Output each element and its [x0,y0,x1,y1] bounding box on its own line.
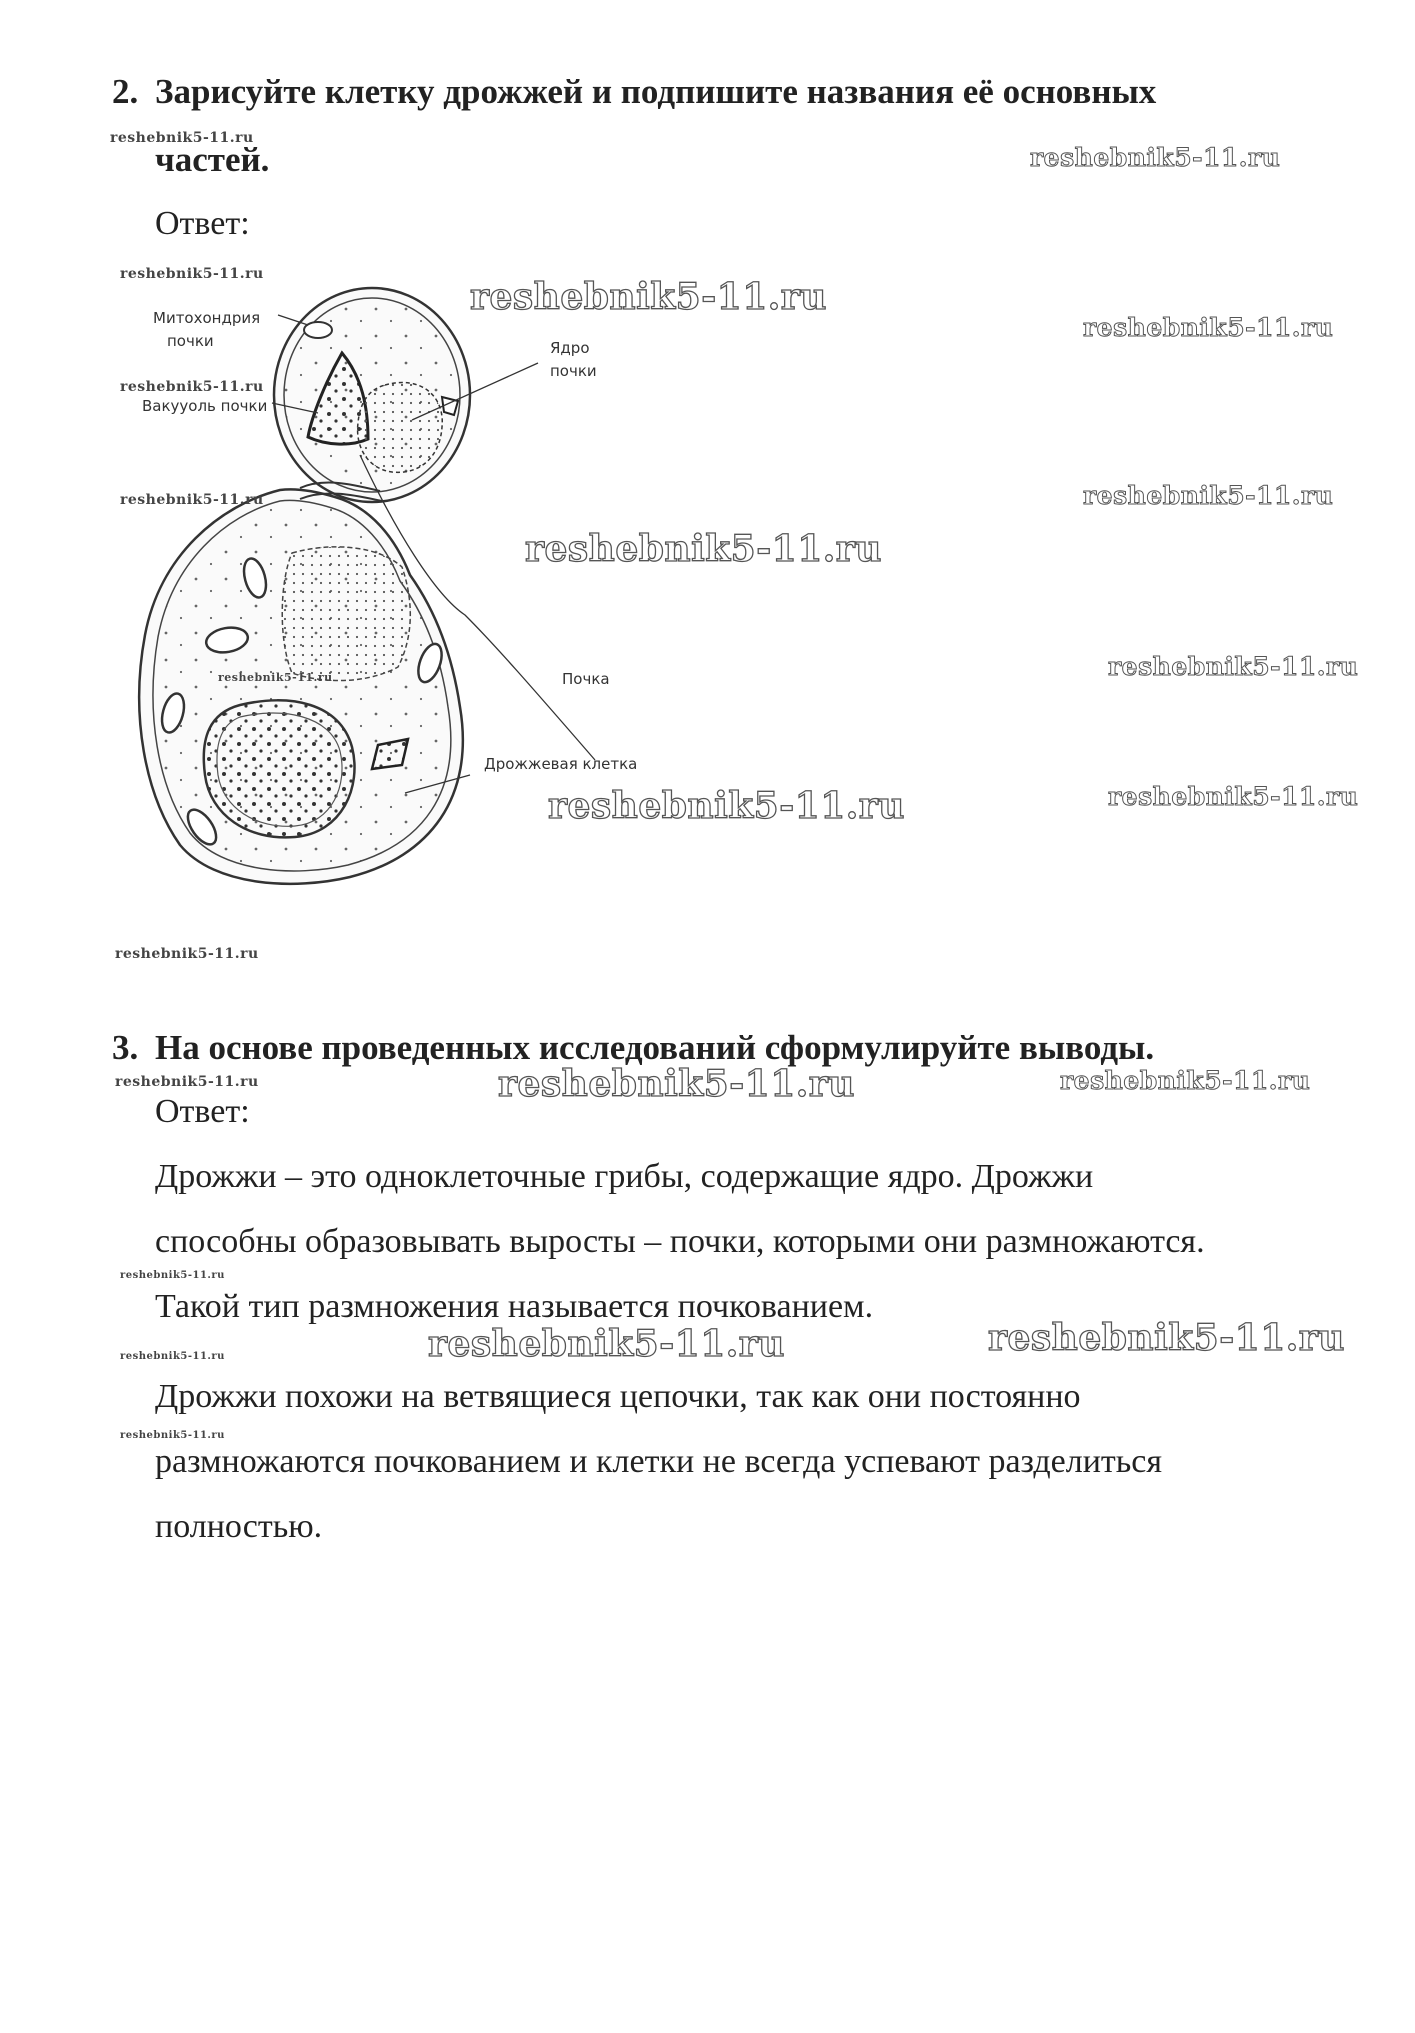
bud-nucleus [358,383,443,473]
label-bud-nucleus-2: почки [550,362,597,380]
watermark: reshebnik5-11.ru [548,785,905,827]
watermark: reshebnik5-11.ru [1108,782,1359,811]
watermark: reshebnik5-11.ru [120,266,264,282]
answer-line-2: способны образовывать выросты – почки, которыми они размножаются. [155,1223,1205,1260]
watermark: reshebnik5-11.ru [115,1074,259,1090]
watermark: reshebnik5-11.ru [115,946,259,962]
watermark: reshebnik5-11.ru [120,1351,225,1362]
bud-mitochondrion [304,322,332,338]
watermark: reshebnik5-11.ru [525,528,882,570]
question-2-title-line-2: частей. [155,140,270,179]
answer-line-4: Дрожжи похожи на ветвящиеся цепочки, так как они постоянно [155,1378,1081,1415]
watermark: reshebnik5-11.ru [1083,313,1334,342]
question-2-title-line-1: Зарисуйте клетку дрожжей и подпишите названия её основных [155,72,1157,111]
watermark: reshebnik5-11.ru [120,1430,225,1441]
cell-vacuole [204,700,355,837]
label-bud-nucleus-1: Ядро [550,339,590,357]
watermark: reshebnik5-11.ru [428,1323,785,1365]
watermark: reshebnik5-11.ru [1108,652,1359,681]
question-2-answer-label: Ответ: [155,205,250,242]
watermark: reshebnik5-11.ru [120,379,264,395]
question-3-number: 3. [112,1028,139,1067]
label-yeast-cell: Дрожжевая клетка [484,755,638,773]
answer-line-1: Дрожжи – это одноклеточные грибы, содержащие ядро. Дрожжи [155,1158,1094,1195]
question-2-number: 2. [112,72,139,111]
watermark: reshebnik5-11.ru [1060,1066,1311,1095]
label-bud-vacuole: Вакууоль почки [142,397,268,415]
watermark: reshebnik5-11.ru [1030,143,1281,172]
label-bud-mitochondrion-1: Митохондрия [153,309,261,327]
cell-nucleus [282,547,410,681]
watermark: reshebnik5-11.ru [120,492,264,508]
watermark: reshebnik5-11.ru [218,671,333,684]
watermark: reshebnik5-11.ru [1083,481,1334,510]
answer-line-3: Такой тип размножения называется почкованием. [155,1288,874,1325]
watermark: reshebnik5-11.ru [470,276,827,318]
question-3-answer-label: Ответ: [155,1093,250,1130]
label-bud-mitochondrion-2: почки [167,332,214,350]
label-bud: Почка [562,670,610,688]
answer-line-6: полностью. [155,1508,323,1545]
watermark: reshebnik5-11.ru [988,1317,1345,1359]
watermark: reshebnik5-11.ru [110,130,254,146]
answer-line-5: размножаются почкованием и клетки не всегда успевают разделиться [155,1443,1163,1480]
watermark: reshebnik5-11.ru [498,1063,855,1105]
question-3-title: На основе проведенных исследований сформулируйте выводы. [155,1028,1155,1067]
watermark: reshebnik5-11.ru [120,1270,225,1281]
